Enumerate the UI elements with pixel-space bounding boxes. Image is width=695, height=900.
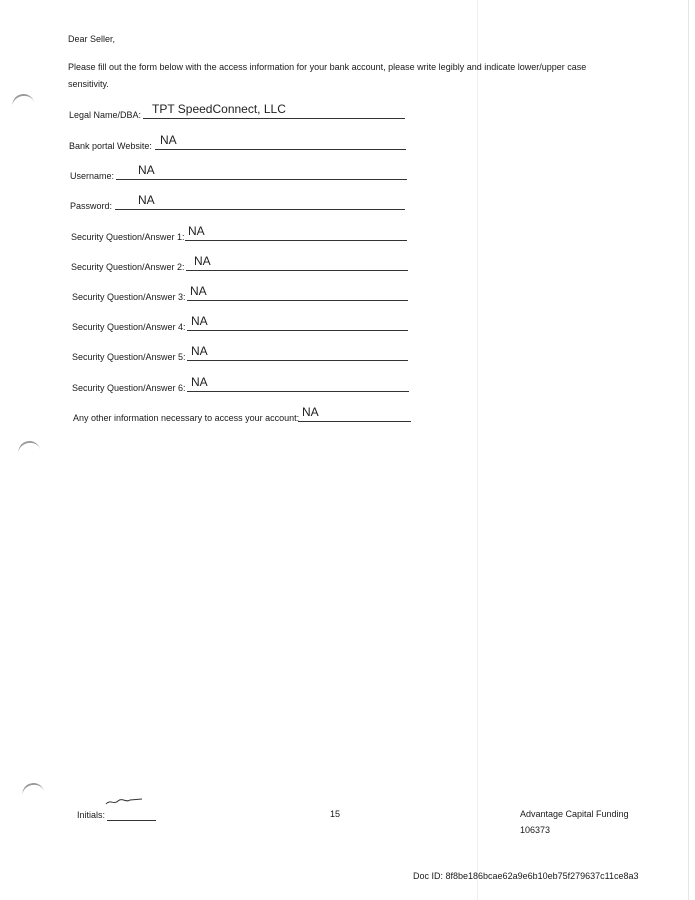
field-line[interactable] [186,256,408,271]
initials-line[interactable] [107,820,156,821]
scan-artifact-line [477,0,478,900]
field-line[interactable] [115,195,405,210]
initials-signature-mark [104,797,144,807]
field-label: Security Question/Answer 4: [72,322,186,332]
field-line[interactable] [187,316,408,331]
field-line[interactable] [185,226,407,241]
greeting: Dear Seller, [68,34,116,44]
field-label: Bank portal Website: [69,141,152,151]
field-line[interactable] [187,286,408,301]
field-value: NA [138,193,155,207]
field-label: Legal Name/DBA: [69,110,142,120]
field-value: NA [138,163,155,177]
binder-hole-mark [20,781,45,803]
field-line[interactable] [187,377,409,392]
field-value: NA [191,344,208,358]
field-value: NA [190,284,207,298]
field-value: NA [191,314,208,328]
company-number: 106373 [520,825,551,835]
company-name: Advantage Capital Funding [520,809,629,819]
initials-label: Initials: [77,810,106,820]
binder-hole-mark [10,92,35,114]
field-label: Password: [70,201,113,211]
field-value: NA [302,405,319,419]
field-label: Username: [70,171,115,181]
scan-artifact-line [688,0,689,900]
doc-id: Doc ID: 8f8be186bcae62a9e6b10eb75f279637c11ce8a3 [413,871,639,881]
field-line[interactable] [187,346,408,361]
field-label: Security Question/Answer 2: [71,262,185,272]
field-label: Security Question/Answer 6: [72,383,186,393]
field-value: NA [188,224,205,238]
page-number: 15 [330,809,341,819]
field-line[interactable] [155,135,406,150]
binder-hole-mark [16,439,41,461]
field-value: TPT SpeedConnect, LLC [152,102,286,116]
field-value: NA [160,133,177,147]
company-block [520,806,629,838]
field-value: NA [191,375,208,389]
field-line[interactable] [116,165,407,180]
field-label: Security Question/Answer 5: [72,352,186,362]
instructions: Please fill out the form below with the access information for your bank account, please write legibly and indicate lower/upper case sensitivity. [68,62,587,89]
field-label: Any other information necessary to access your account: [73,413,300,423]
field-label: Security Question/Answer 1: [71,232,185,242]
field-value: NA [194,254,211,268]
field-label: Security Question/Answer 3: [72,292,186,302]
